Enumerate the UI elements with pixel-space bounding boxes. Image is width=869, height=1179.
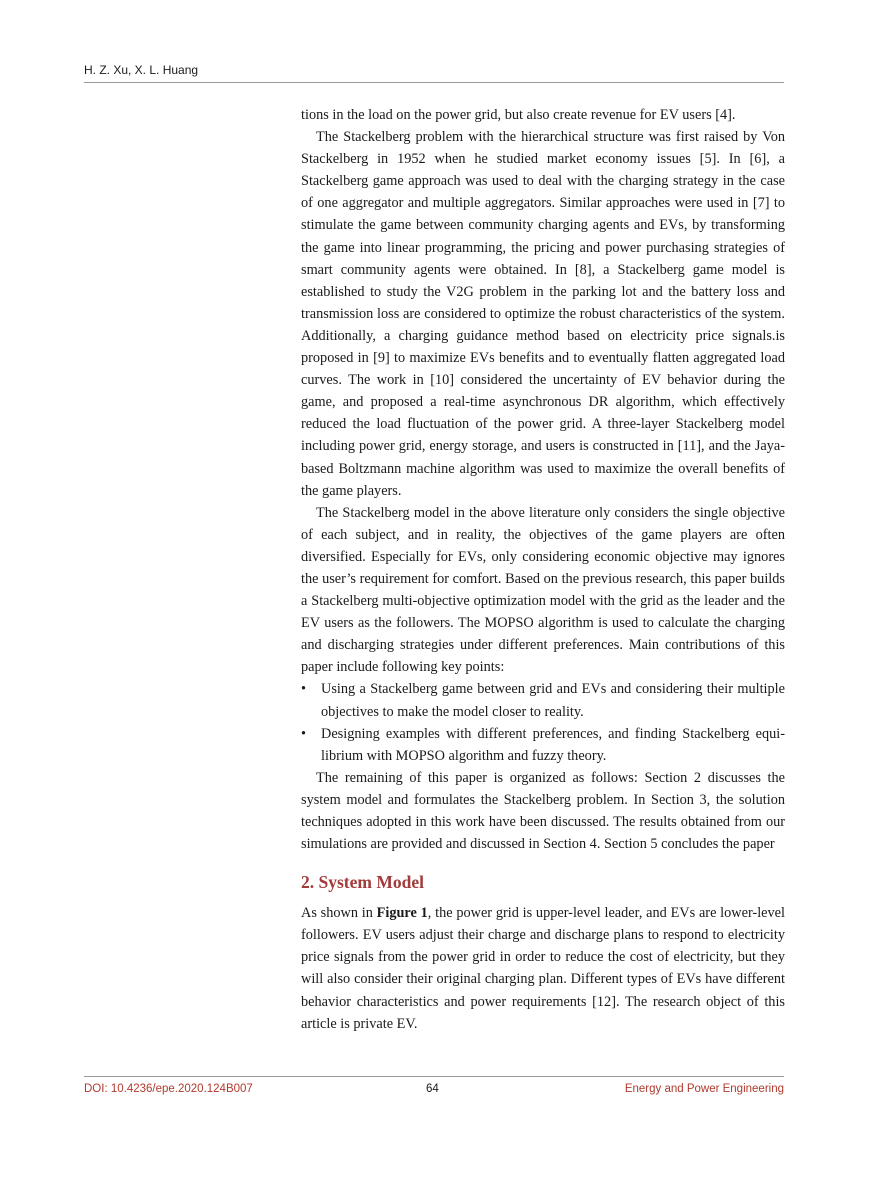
paragraph-text: , the power grid is upper-level leader, and EVs are lower-level followers. EV users adjust their charge and discharge plans to respond to electricity price signals from the power grid in order to reduce the cost of electricity, but they will also consider their original charging plan. Different types of EVs have different behavior characteristics and power requirements [12]. The research object of this article is private EV.	[301, 905, 785, 1032]
list-item-text: Designing examples with different preferences, and finding Stackelberg equilibrium with MOPSO algorithm and fuzzy theory.	[321, 725, 785, 764]
paragraph-contributions-intro: The Stackelberg model in the above literature only considers the single objective of each subject, and in reality, the objectives of the game players are often diversified. Especially for EVs, only considering economic objective may ignores the user’s requirement for comfort. Based on the previous research, this paper builds a Stackelberg multi-objective optimization model with the grid as the leader and the EV users as the followers. The MOPSO algorithm is used to calculate the charging and discharging strategies under different preferences. Main contributions of this paper include following key points:	[301, 504, 785, 676]
paragraph-system-model	[301, 902, 785, 1035]
list-item-text: Using a Stackelberg game between grid and EVs and considering their multiple objectives to make the model closer to reality.	[321, 681, 785, 720]
footer-divider	[84, 1076, 784, 1077]
footer-journal-name: Energy and Power Engineering	[624, 1083, 784, 1095]
running-header-authors: H. Z. Xu, X. L. Huang	[84, 63, 199, 77]
page-number: 64	[426, 1083, 439, 1095]
list-item	[301, 723, 785, 767]
paragraph-text: As shown in	[301, 905, 377, 922]
paragraph-stackelberg-history: The Stackelberg problem with the hierarchical structure was first raised by Von Stackelberg in 1952 when he studied market economy issues [5]. In [6], a Stackelberg game approach was used to deal with the charging strategy in the case of one aggregator and multiple aggregators. Similar approaches were used in [7] to stimulate the game between community charging agents and EVs, by transforming the game into linear programming, the pricing and power purchasing strategies of smart community agents were obtained. In [8], a Stackelberg game model is established to study the V2G problem in the parking lot and the battery loss and transmission loss are considered to optimize the robust characteristics of the system. Additionally, a charging guidance method based on electricity price signals.is proposed in [9] to maximize EVs benefits and to eventually flatten aggregated load curves. The work in [10] considered the uncertainty of EV behavior during the game, and proposed a real-time asynchronous DR algorithm, which effectively reduced the load fluctuation of the power grid. A three-layer Stackelberg model including power grid, energy storage, and users is constructed in [11], and the Jaya-based Boltzmann machine algorithm was used to maximize the overall benefits of the game players.	[301, 129, 785, 499]
bullet-icon: •	[301, 725, 307, 742]
section-heading: 2. System Model	[301, 872, 424, 893]
figure-reference-link[interactable]: Figure 1	[376, 905, 428, 922]
paragraph-continuation: tions in the load on the power grid, but also create revenue for EV users [4].	[301, 107, 736, 123]
header-divider	[84, 82, 784, 83]
list-item	[301, 678, 785, 722]
contributions-list	[301, 678, 785, 766]
paragraph-organization: The remaining of this paper is organized as follows: Section 2 discusses the system model and formulates the Stackelberg problem. In Section 3, the solution techniques adopted in this work have been discussed. The results obtained from our simulations are provided and discussed in Section 4. Section 5 concludes the paper	[301, 769, 785, 853]
main-text-column	[301, 104, 785, 1035]
footer-doi-link[interactable]: DOI: 10.4236/epe.2020.124B007	[84, 1083, 253, 1095]
bullet-icon: •	[301, 681, 307, 698]
